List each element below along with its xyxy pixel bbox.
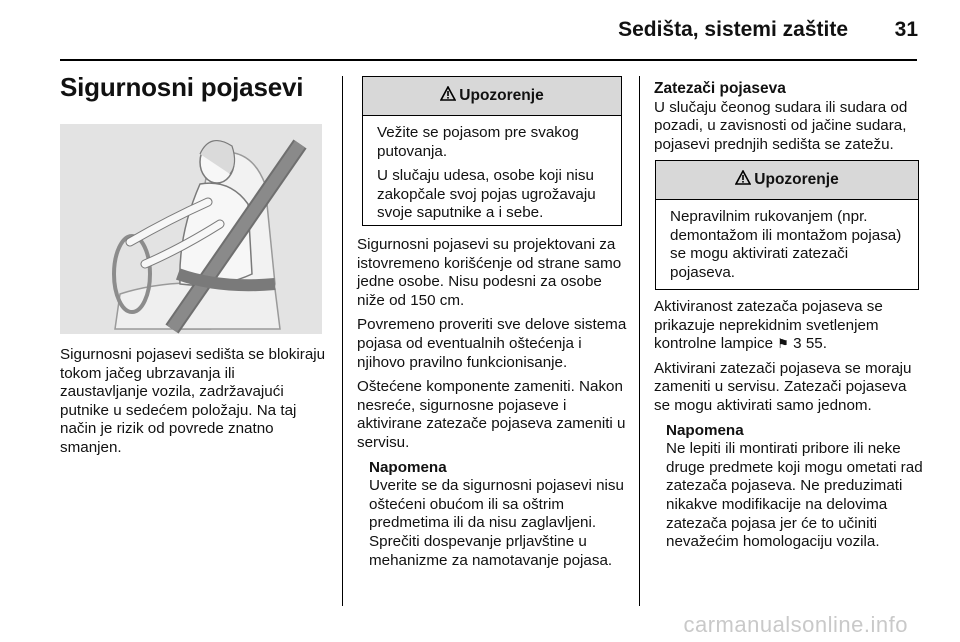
- note-block: [357, 459, 629, 571]
- column-divider-2: [639, 76, 640, 606]
- warning-triangle-icon: [735, 170, 751, 190]
- page-header: [0, 0, 960, 56]
- note-title: Napomena: [666, 421, 744, 439]
- col1-text: [60, 346, 326, 464]
- col3-top-text: [654, 80, 924, 160]
- seatbelt-person-icon: [60, 124, 322, 334]
- paragraph: [654, 298, 924, 354]
- watermark: carmanualsonline.info: [683, 612, 908, 637]
- note-text: Uverite se da sigurnosni pojasevi nisu oštećeni obućom ili sa oštrim predmetima ili da nisu zaglavljeni. Sprečiti dospevanje prljavštine u mehanizme za namotavanje pojasa.: [369, 477, 624, 569]
- page-number: 31: [894, 18, 918, 41]
- warning-body: [656, 200, 918, 296]
- paragraph: Oštećene komponente zameniti. Nakon nesreće, sigurnosne pojaseve i aktivirane zatezače pojaseva zameniti u servisu.: [357, 378, 626, 451]
- note-text: Ne lepiti ili montirati pribore ili neke druge predmete koji mogu ometati rad zatezača pojaseva. Ne preduzimati nikakve modifikacije na delovima zatezača pojasa jer će to učiniti nevažećim homologaciju vozila.: [666, 440, 923, 551]
- col2-text: [357, 236, 629, 570]
- seatbelt-illustration: [60, 124, 322, 334]
- note-title: Napomena: [369, 458, 447, 476]
- warning-header: [363, 77, 621, 116]
- paragraph: Aktivirani zatezači pojaseva se moraju zameniti u servisu. Zatezači pojaseva se mogu aktivirati samo jednom.: [654, 359, 912, 414]
- header-title: Sedišta, sistemi zaštite: [618, 18, 848, 41]
- warning-box-2: [655, 160, 919, 290]
- page-reference: 3 55.: [793, 335, 827, 353]
- warning-header: [656, 161, 918, 200]
- warning-text: Nepravilnim rukovanjem (npr. demontažom ili montažom pojasa) se mogu aktivirati zatezači pojaseva.: [670, 208, 902, 281]
- paragraph: U slučaju čeonog sudara ili sudara od pozadi, u zavisnosti od jačine sudara, pojasevi prednjih sedišta se zatežu.: [654, 98, 908, 153]
- warning-title: Upozorenje: [459, 87, 544, 104]
- intro-paragraph: Sigurnosni pojasevi sedišta se blokiraju tokom jačeg ubrzavanja ili zaustavljanje vozila, zadržavajući putnike u sedećem položaju. Na taj način je rizik od povrede znatno smanjen.: [60, 346, 326, 456]
- subheading: Zatezači pojaseva: [654, 80, 786, 97]
- paragraph: Sigurnosni pojasevi su projektovani za istovremeno korišćenje od strane samo jedne osobe. Nisu podesni za osobe niže od 150 cm.: [357, 236, 622, 309]
- paragraph-start: Aktiviranost zatezača pojaseva se prikazuje neprekidnim svetlenjem kontrolne lampice: [654, 298, 883, 353]
- seatbelt-lamp-icon: ⚑: [777, 336, 789, 352]
- warning-title: Upozorenje: [754, 171, 839, 188]
- column-divider-1: [342, 76, 343, 606]
- paragraph: Povremeno proveriti sve delove sistema pojasa od eventualnih oštećenja i njihovo pravilno funkcionisanje.: [357, 316, 627, 371]
- warning-body: [363, 116, 621, 237]
- section-title: Sigurnosni pojasevi: [60, 72, 304, 102]
- warning-box-1: [362, 76, 622, 226]
- warning-triangle-icon: [440, 86, 456, 106]
- warning-text-2: U slučaju udesa, osobe koji nisu zakopčale svoj pojas ugrožavaju svoje saputnike a i sebe.: [377, 167, 596, 222]
- warning-text-1: Vežite se pojasom pre svakog putovanja.: [377, 124, 579, 160]
- header-rule: [60, 59, 917, 61]
- col3-text: [654, 298, 924, 552]
- note-block: [654, 422, 924, 552]
